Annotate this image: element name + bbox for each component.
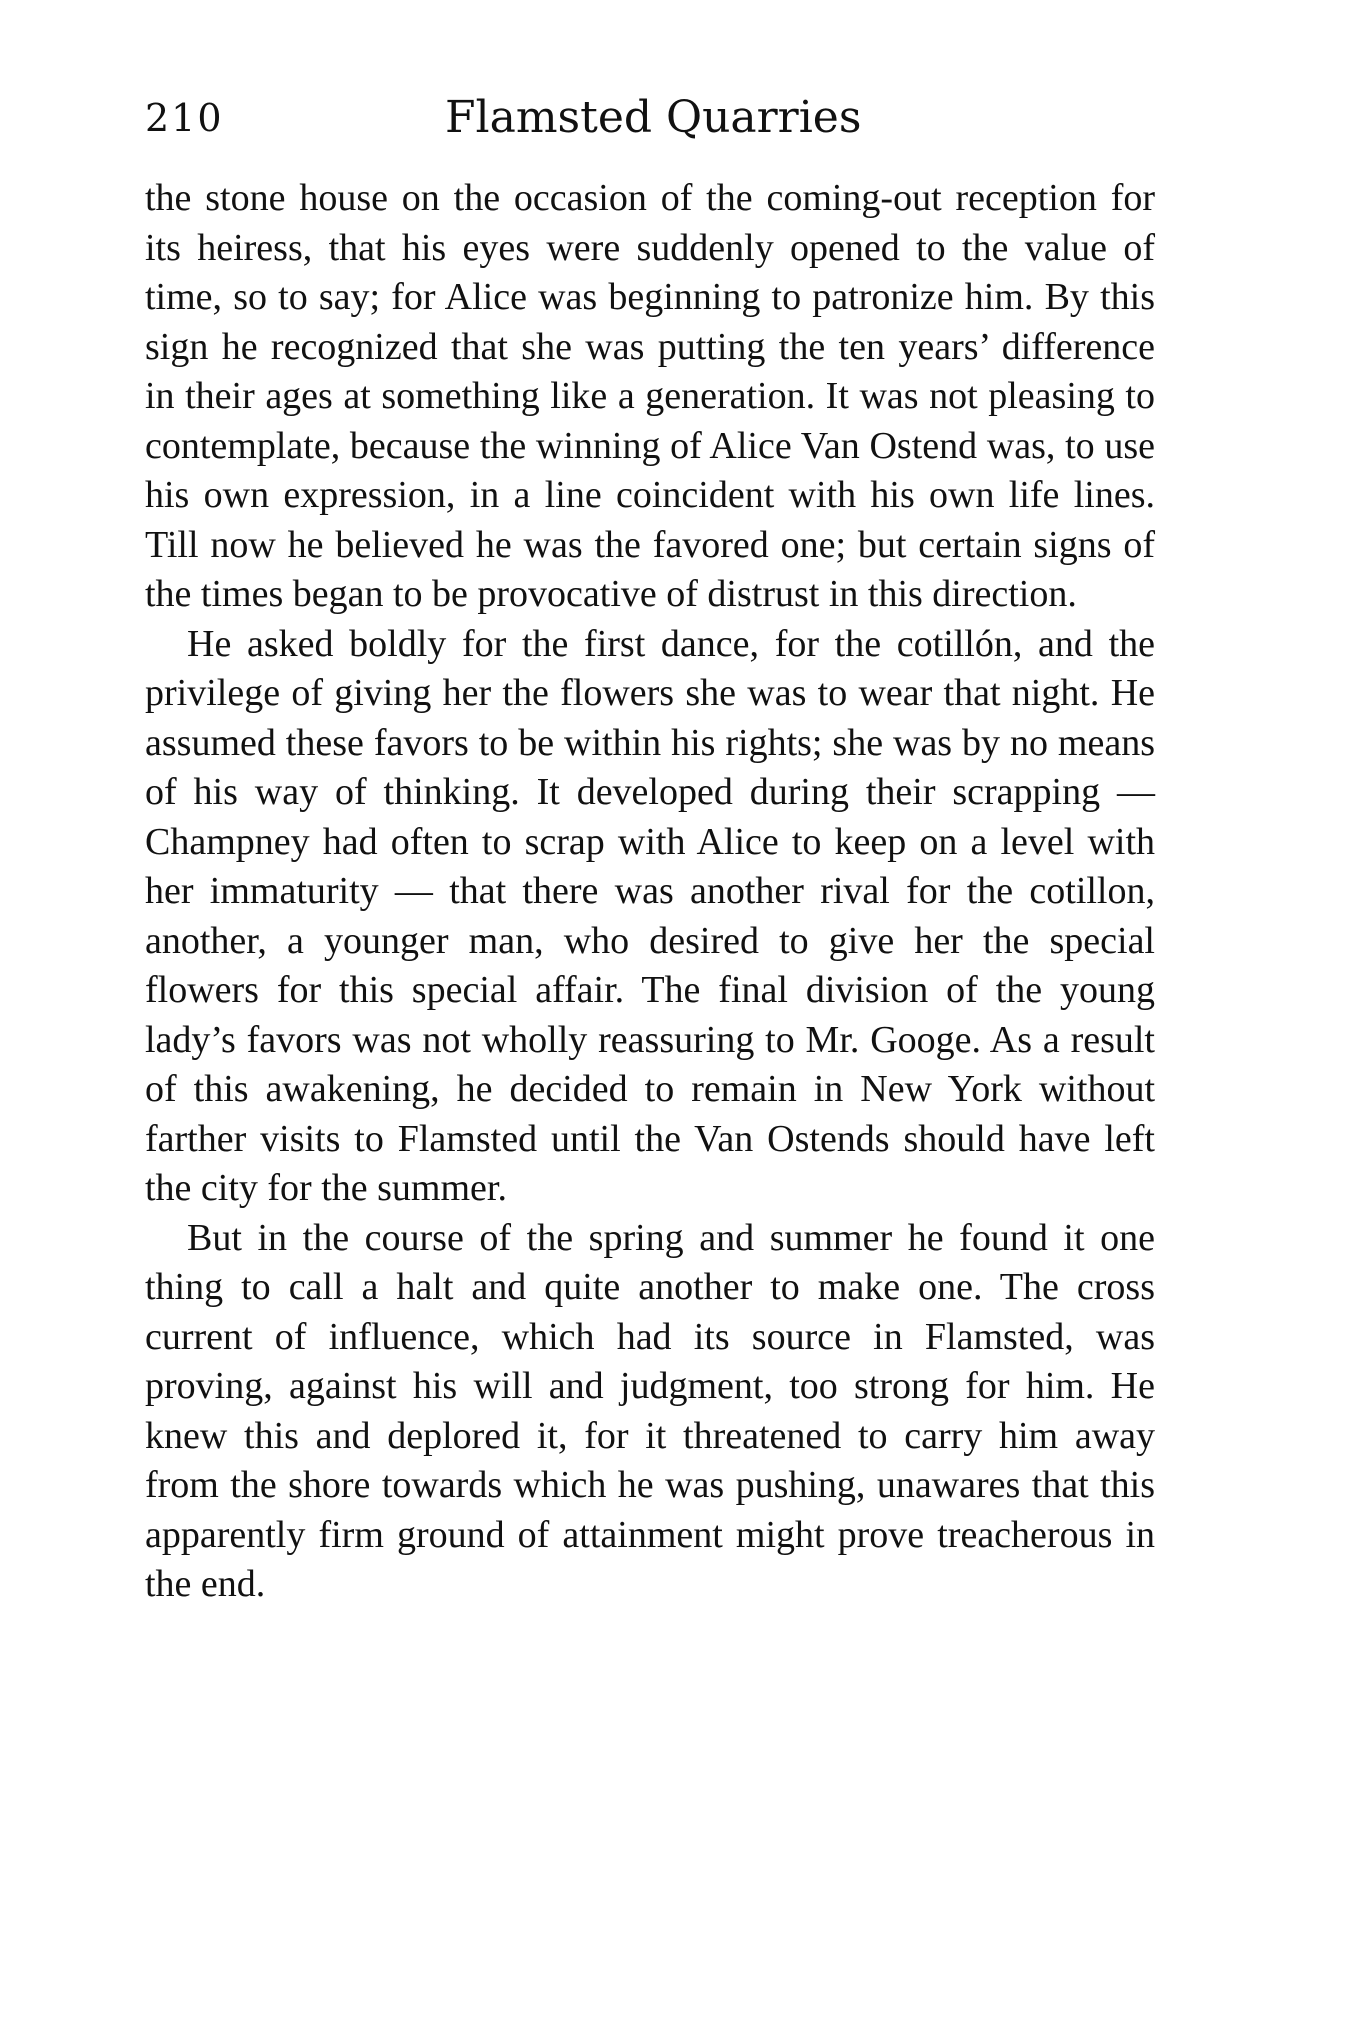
- running-head: [145, 88, 1155, 148]
- paragraph-1: the stone house on the occasion of the coming-out reception for its heiress, that his eyes were suddenly opened to the value of time, so to say; for Alice was beginning to patronize him. By this sign he recognized that she was putting the ten years’ difference in their ages at something like a generation. It was not pleasing to contemplate, because the winning of Alice Van Ostend was, to use his own expression, in a line coincident with his own life lines. Till now he believed he was the favored one; but certain signs of the times began to be provocative of distrust in this direction.: [145, 177, 1155, 615]
- body-text: [145, 174, 1155, 1610]
- running-title: Flamsted Quarries: [445, 92, 862, 143]
- paragraph-3: But in the course of the spring and summer he found it one thing to call a halt and quite another to make one. The cross current of influence, which had its source in Flamsted, was proving, against his will and judgment, too strong for him. He knew this and deplored it, for it threatened to carry him away from the shore towards which he was pushing, unawares that this apparently firm ground of attainment might prove treacherous in the end.: [145, 1216, 1155, 1605]
- page-number: 210: [145, 96, 224, 140]
- paragraph-2: He asked boldly for the first dance, for the cotillón, and the privilege of giving her the flowers she was to wear that night. He assumed these favors to be within his rights; she was by no means of his way of thinking. It developed during their scrapping — Champney had often to scrap with Alice to keep on a level with her immaturity — that there was another rival for the cotillon, another, a younger man, who desired to give her the special flowers for this special affair. The final division of the young lady’s favors was not wholly reassuring to Mr. Googe. As a result of this awakening, he decided to remain in New York without farther visits to Flamsted until the Van Ostends should have left the city for the summer.: [145, 622, 1155, 1209]
